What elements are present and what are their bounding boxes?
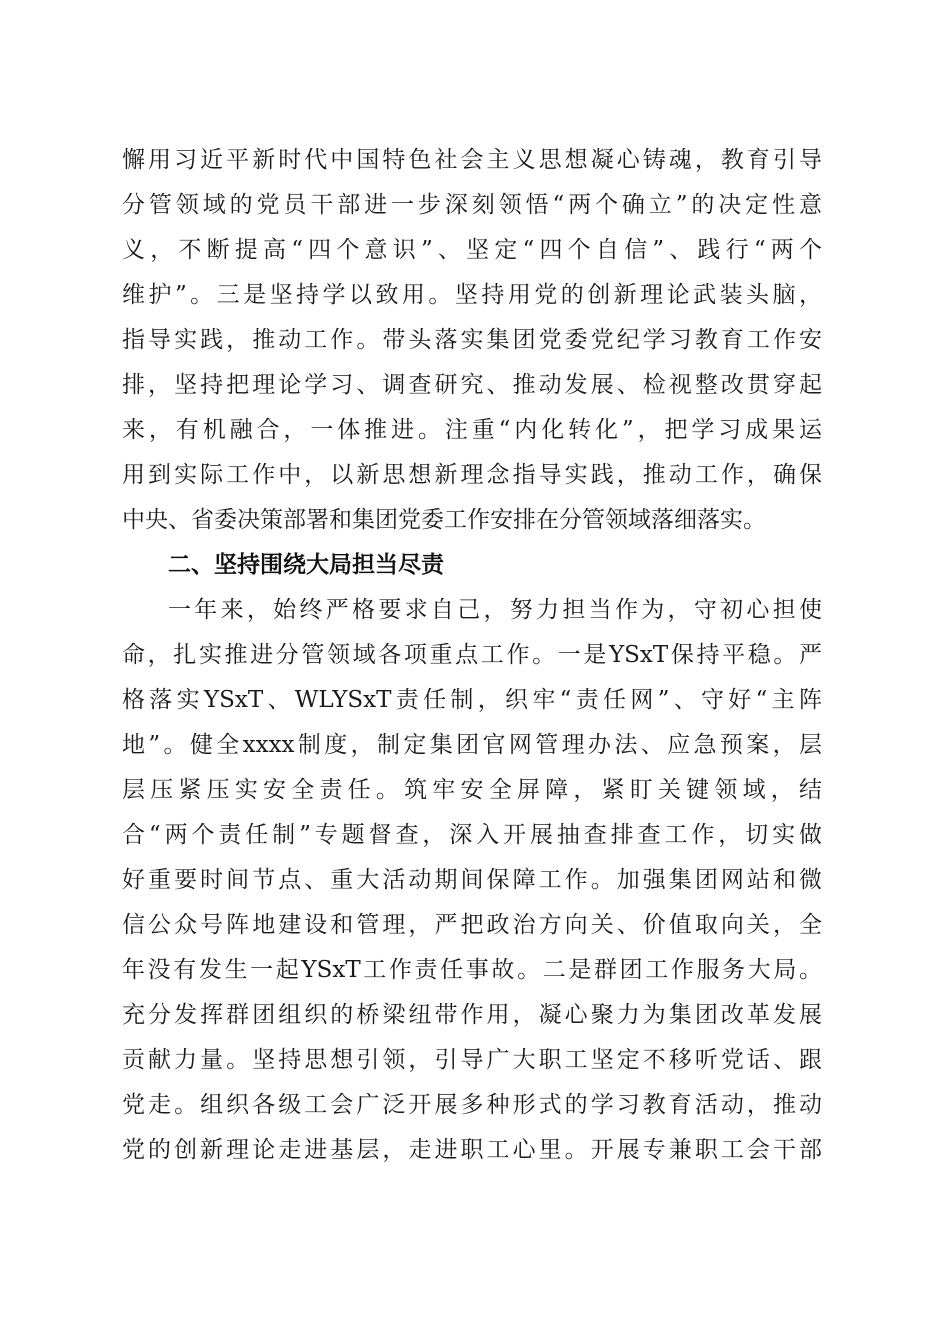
paragraph-line: 地”。健全xxxx制度，制定集团官网管理办法、应急预案，层 [122, 732, 822, 758]
paragraph-line: 格落实YSxT、WLYSxT责任制，织牢“责任网”、守好“主阵 [122, 687, 822, 713]
paragraph-line: 维护”。三是坚持学以致用。坚持用党的创新理论武装头脑， [122, 282, 822, 308]
paragraph-line: 命，扎实推进分管领域各项重点工作。一是YSxT保持平稳。严 [122, 642, 822, 668]
paragraph-line: 年没有发生一起YSxT工作责任事故。二是群团工作服务大局。 [122, 957, 822, 983]
paragraph-line: 义，不断提高“四个意识”、坚定“四个自信”、践行“两个 [122, 237, 822, 263]
paragraph-line: 懈用习近平新时代中国特色社会主义思想凝心铸魂，教育引导 [122, 147, 822, 173]
paragraph-line: 贡献力量。坚持思想引领，引导广大职工坚定不移听党话、跟 [122, 1047, 822, 1073]
paragraph-line: 充分发挥群团组织的桥梁纽带作用，凝心聚力为集团改革发展 [122, 1002, 822, 1028]
paragraph-line: 合“两个责任制”专题督查，深入开展抽查排查工作，切实做 [122, 822, 822, 848]
paragraph-line: 用到实际工作中，以新思想新理念指导实践，推动工作，确保 [122, 462, 822, 488]
paragraph-line: 一年来，始终严格要求自己，努力担当作为，守初心担使 [168, 597, 822, 623]
paragraph-line: 来，有机融合，一体推进。注重“内化转化”，把学习成果运 [122, 417, 822, 443]
paragraph-line: 党的创新理论走进基层，走进职工心里。开展专兼职工会干部 [122, 1137, 822, 1163]
section-heading: 二、坚持围绕大局担当尽责 [168, 552, 444, 578]
paragraph-line: 好重要时间节点、重大活动期间保障工作。加强集团网站和微 [122, 867, 822, 893]
paragraph-line: 排，坚持把理论学习、调查研究、推动发展、检视整改贯穿起 [122, 372, 822, 398]
paragraph-line: 指导实践，推动工作。带头落实集团党委党纪学习教育工作安 [122, 327, 822, 353]
paragraph-line: 党走。组织各级工会广泛开展多种形式的学习教育活动，推动 [122, 1092, 822, 1118]
paragraph-line: 分管领域的党员干部进一步深刻领悟“两个确立”的决定性意 [122, 192, 822, 218]
paragraph-line: 层压紧压实安全责任。筑牢安全屏障，紧盯关键领域，结 [122, 777, 822, 803]
paragraph-line: 中央、省委决策部署和集团党委工作安排在分管领域落细落实。 [122, 507, 766, 533]
paragraph-line: 信公众号阵地建设和管理，严把政治方向关、价值取向关，全 [122, 912, 822, 938]
